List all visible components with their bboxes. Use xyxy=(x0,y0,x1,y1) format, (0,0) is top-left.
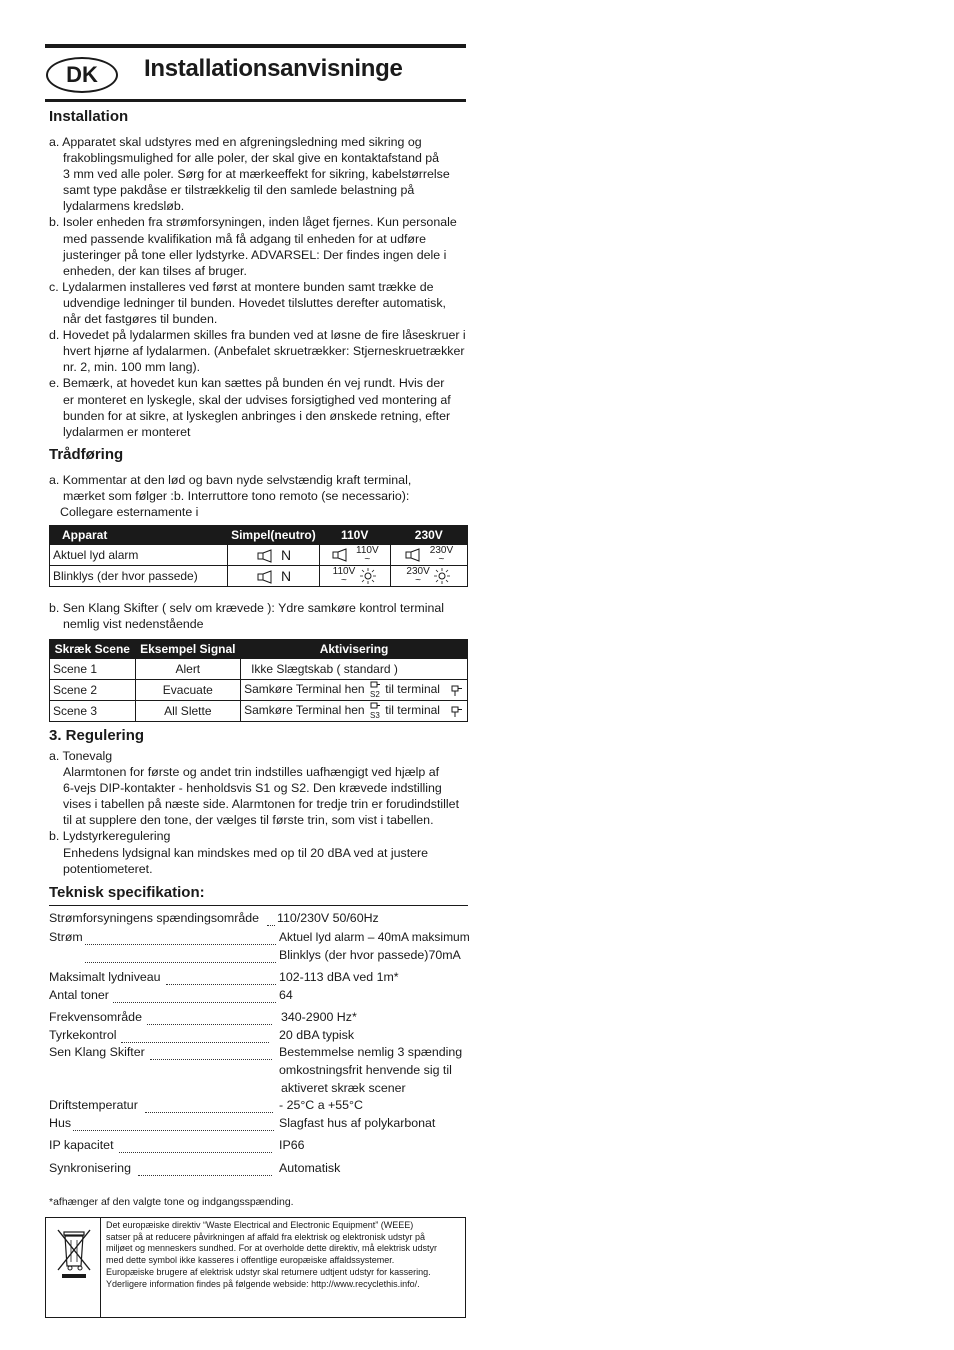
weee-line: med dette symbol ikke kasseres i offentlige europæiske affaldssystemer. xyxy=(106,1255,395,1266)
table-cell-230v xyxy=(390,545,467,566)
sounder-icon xyxy=(404,548,426,562)
spec-value: Aktuel lyd alarm – 40mA maksimum xyxy=(279,930,470,944)
regulation-line: Enhedens lydsignal kan mindskes med op til 20 dBA ved at justere xyxy=(63,845,429,860)
spec-leader xyxy=(147,1012,272,1025)
installation-line: hvert hjørne af lydalarmen. (Anbefalet skruetrækker: Stjerneskruetrækker xyxy=(63,344,465,359)
weee-line: Europæiske brugere af elektrisk udstyr skal returnere udtjent udstyr for kassering. xyxy=(106,1266,431,1277)
table-cell-scene: Scene 1 xyxy=(50,659,136,680)
ac-tilde: ~ xyxy=(341,575,347,586)
activation-to-text: til terminal xyxy=(385,703,440,718)
spec-leader xyxy=(119,1140,272,1153)
table-cell-neutral xyxy=(228,545,320,566)
spec-value: omkostningsfrit henvende sig til xyxy=(279,1063,452,1077)
regulation-line: Alarmtonen for første og andet trin indstilles uafhængigt ved hjælp af xyxy=(63,765,440,780)
spec-value: aktiveret skræk scener xyxy=(281,1081,406,1095)
terminal-label: S2 xyxy=(370,690,380,699)
regulation-line: a. Tonevalg xyxy=(49,749,113,763)
spec-rule xyxy=(49,905,468,906)
table-cell-110v xyxy=(319,566,390,587)
page-title: Installationsanvisninge xyxy=(144,55,403,82)
neutral-symbol: N xyxy=(281,567,292,584)
installation-line: bunden for at sikre, at lyskeglen anbringes i den ønskede retning, efter xyxy=(63,408,451,423)
spec-leader xyxy=(73,1118,274,1131)
installation-line: samt type pakdåse er tilstrækkelig til den samlede belastning på xyxy=(63,183,415,198)
wiring-text xyxy=(49,472,411,520)
table-cell-scene: Scene 3 xyxy=(50,701,136,722)
sounder-icon xyxy=(331,548,353,562)
regulation-line: til at supplere den tone, der vælges til første trin, som vist i tabellen. xyxy=(63,813,434,828)
top-rule xyxy=(45,44,466,48)
beacon-icon xyxy=(433,568,451,584)
spec-value: Automatisk xyxy=(279,1161,341,1175)
spec-value: - 25°C a +55°C xyxy=(279,1098,363,1112)
installation-line: c. Lydalarmen installeres ved først at montere bunden samt trække de xyxy=(49,279,434,294)
spec-leader xyxy=(85,932,276,945)
spec-value: Bestemmelse nemlig 3 spænding xyxy=(279,1045,463,1059)
installation-line: d. Hovedet på lydalarmen skilles fra bunden ved at løsne de fire låseskruer i xyxy=(49,328,466,343)
terminal-label: S3 xyxy=(370,711,380,720)
weee-divider xyxy=(100,1217,101,1317)
installation-text xyxy=(49,134,466,440)
weee-line: Det europæiske direktiv “Waste Electrical and Electronic Equipment” (WEEE) xyxy=(106,1220,414,1230)
weee-text xyxy=(106,1220,462,1290)
ac-tilde: ~ xyxy=(364,554,371,565)
weee-line: miljøet og menneskers sundhed. For at overholde dette direktiv, må elektrisk udstyr xyxy=(106,1243,437,1254)
spec-label: Frekvensområde xyxy=(49,1010,142,1024)
ac-tilde: ~ xyxy=(438,554,445,565)
spec-label: Driftstemperatur xyxy=(49,1098,138,1112)
spec-value: 102-113 dBA ved 1m* xyxy=(279,970,399,984)
table-cell-110v xyxy=(319,545,390,566)
spec-leader xyxy=(166,972,276,985)
spec-label: Tyrkekontrol xyxy=(49,1028,117,1042)
installation-heading: Installation xyxy=(49,108,129,125)
wiring-line: Collegare esternamente i xyxy=(60,505,199,520)
wiring-heading: Trådføring xyxy=(49,446,124,463)
beacon-icon xyxy=(359,568,377,584)
spec-value: 110/230V 50/60Hz xyxy=(277,911,379,925)
installation-line: b. Isoler enheden fra strømforsyningen, inden låget fjernes. Kun personale xyxy=(49,215,457,230)
wiring-line: a. Kommentar at den lød og bavn nyde selvstændig kraft terminal, xyxy=(49,473,412,487)
spec-label: Antal toner xyxy=(49,988,109,1002)
installation-line: enheden, der kan tilses af bruger. xyxy=(63,263,247,278)
spec-leader xyxy=(85,950,276,963)
note-line: nemlig vist nedenstående xyxy=(63,617,204,632)
terminal-icon xyxy=(370,681,380,689)
col-header-neutral: Simpel(neutro) xyxy=(228,526,320,545)
terminal-icon xyxy=(370,702,380,710)
spec-value: IP66 xyxy=(279,1138,305,1152)
spec-label: IP kapacitet xyxy=(49,1138,114,1152)
col-header-apparatus: Apparat xyxy=(50,526,228,545)
table-cell-signal: Evacuate xyxy=(135,680,241,701)
scene-table xyxy=(49,639,468,722)
spec-leader xyxy=(267,913,275,926)
col-header-scene: Skræk Scene xyxy=(50,640,136,659)
table-cell-signal: All Slette xyxy=(135,701,241,722)
spec-label: Maksimalt lydniveau xyxy=(49,970,161,984)
terminal-icon xyxy=(449,683,463,697)
regulation-heading: 3. Regulering xyxy=(49,727,145,744)
voltage-label: 230V xyxy=(429,545,454,556)
spec-leader xyxy=(150,1047,272,1060)
col-header-signal: Eksempel Signal xyxy=(135,640,241,659)
sounder-icon xyxy=(256,570,278,584)
spec-footnote: *afhænger af den valgte tone og indgangsspænding. xyxy=(49,1196,294,1208)
installation-line: nr. 2, min. 100 mm lang). xyxy=(63,360,201,375)
spec-label: Strømforsyningens spændingsområde xyxy=(49,911,260,925)
table-cell-signal: Alert xyxy=(135,659,241,680)
wiring-note-b xyxy=(49,600,444,632)
installation-line: med passende kvalifikation må få adgang til enheden for at udføre xyxy=(63,231,426,246)
installation-line: 3 mm ved alle poler. Sørg for at mærkeeffekt for sikring, kabelstørrelse xyxy=(63,167,450,182)
installation-line: lydalarmens kredsløb. xyxy=(63,199,185,214)
spec-heading: Teknisk specifikation: xyxy=(49,884,205,901)
crossed-bin-icon xyxy=(54,1226,94,1280)
spec-label: Synkronisering xyxy=(49,1161,131,1175)
wiring-table xyxy=(49,525,468,587)
spec-leader xyxy=(121,1030,269,1043)
col-header-230v: 230V xyxy=(390,526,467,545)
table-cell-230v xyxy=(390,566,467,587)
installation-line: justeringer på tone eller lydstyrke. ADVARSEL: Der findes ingen dele i xyxy=(63,247,447,262)
regulation-line: vises i tabellen på næste side. Alarmtonen for tredje trin er forudindstillet xyxy=(63,797,460,812)
spec-label: Hus xyxy=(49,1116,72,1130)
spec-value: Blinklys (der hvor passede)70mA xyxy=(279,948,461,962)
spec-value: 20 dBA typisk xyxy=(279,1028,355,1042)
installation-line: når det fastgøres til bunden. xyxy=(63,312,218,327)
spec-leader xyxy=(113,990,276,1003)
spec-value: 64 xyxy=(279,988,293,1002)
weee-line: Yderligere information findes på følgende webside: http://www.recyclethis.info/. xyxy=(106,1278,420,1289)
installation-line: frakoblingsmulighed for alle poler, der skal give en kontaktafstand på xyxy=(63,151,440,166)
installation-line: e. Bemærk, at hovedet kun kan sættes på bunden én vej rundt. Hvis der xyxy=(49,376,445,391)
spec-label: Sen Klang Skifter xyxy=(49,1045,145,1059)
wiring-line: mærket som følger :b. Interruttore tono remoto (se necessario): xyxy=(63,489,410,504)
table-cell-activation xyxy=(241,680,468,701)
activation-to-text: til terminal xyxy=(385,682,440,697)
activation-text: Samkøre Terminal hen xyxy=(244,682,365,697)
regulation-line: b. Lydstyrkeregulering xyxy=(49,829,171,844)
voltage-label: 110V xyxy=(332,566,356,577)
spec-leader xyxy=(145,1100,273,1113)
table-cell-scene: Scene 2 xyxy=(50,680,136,701)
neutral-symbol: N xyxy=(281,546,292,563)
installation-line: udvendige ledninger til bunden. Hovedet tilsluttes derefter automatisk, xyxy=(63,295,446,310)
table-cell-neutral xyxy=(228,566,320,587)
table-cell-label: Aktuel lyd alarm xyxy=(50,545,228,566)
table-cell-activation: Ikke Slægtskab ( standard ) xyxy=(241,659,468,680)
activation-text: Samkøre Terminal hen xyxy=(244,703,365,718)
col-header-110v: 110V xyxy=(319,526,390,545)
col-header-activation: Aktivisering xyxy=(241,640,468,659)
ac-tilde: ~ xyxy=(415,575,422,586)
language-badge: DK xyxy=(46,57,118,93)
title-rule xyxy=(45,99,466,102)
spec-leader xyxy=(138,1163,272,1176)
voltage-label: 230V xyxy=(406,566,430,577)
regulation-line: potentiometeret. xyxy=(63,861,153,876)
regulation-line: 6-vejs DIP-kontakter - henholdsvis S1 og S2. Den krævede indstilling xyxy=(63,781,442,796)
sounder-icon xyxy=(256,549,278,563)
table-cell-label: Blinklys (der hvor passede) xyxy=(50,566,228,587)
regulation-text xyxy=(49,748,459,877)
installation-line: er monteret en lyskegle, skal der udvises forsigtighed ved montering af xyxy=(63,392,451,407)
note-line: b. Sen Klang Skifter ( selv om krævede ): Ydre samkøre kontrol terminal xyxy=(49,601,445,615)
voltage-label: 110V xyxy=(356,545,379,556)
terminal-icon xyxy=(449,704,463,718)
installation-line: lydalarmen er monteret xyxy=(63,424,191,439)
table-cell-activation xyxy=(241,701,468,722)
installation-line: a. Apparatet skal udstyres med en afgreningsledning med sikring og xyxy=(49,135,422,149)
weee-line: satser på at reducere påvirkningen af affald fra elektrisk og elektronisk udstyr på xyxy=(106,1231,426,1242)
spec-value: 340-2900 Hz* xyxy=(281,1010,357,1024)
spec-label: Strøm xyxy=(49,930,83,944)
spec-value: Slagfast hus af polykarbonat xyxy=(279,1116,436,1130)
